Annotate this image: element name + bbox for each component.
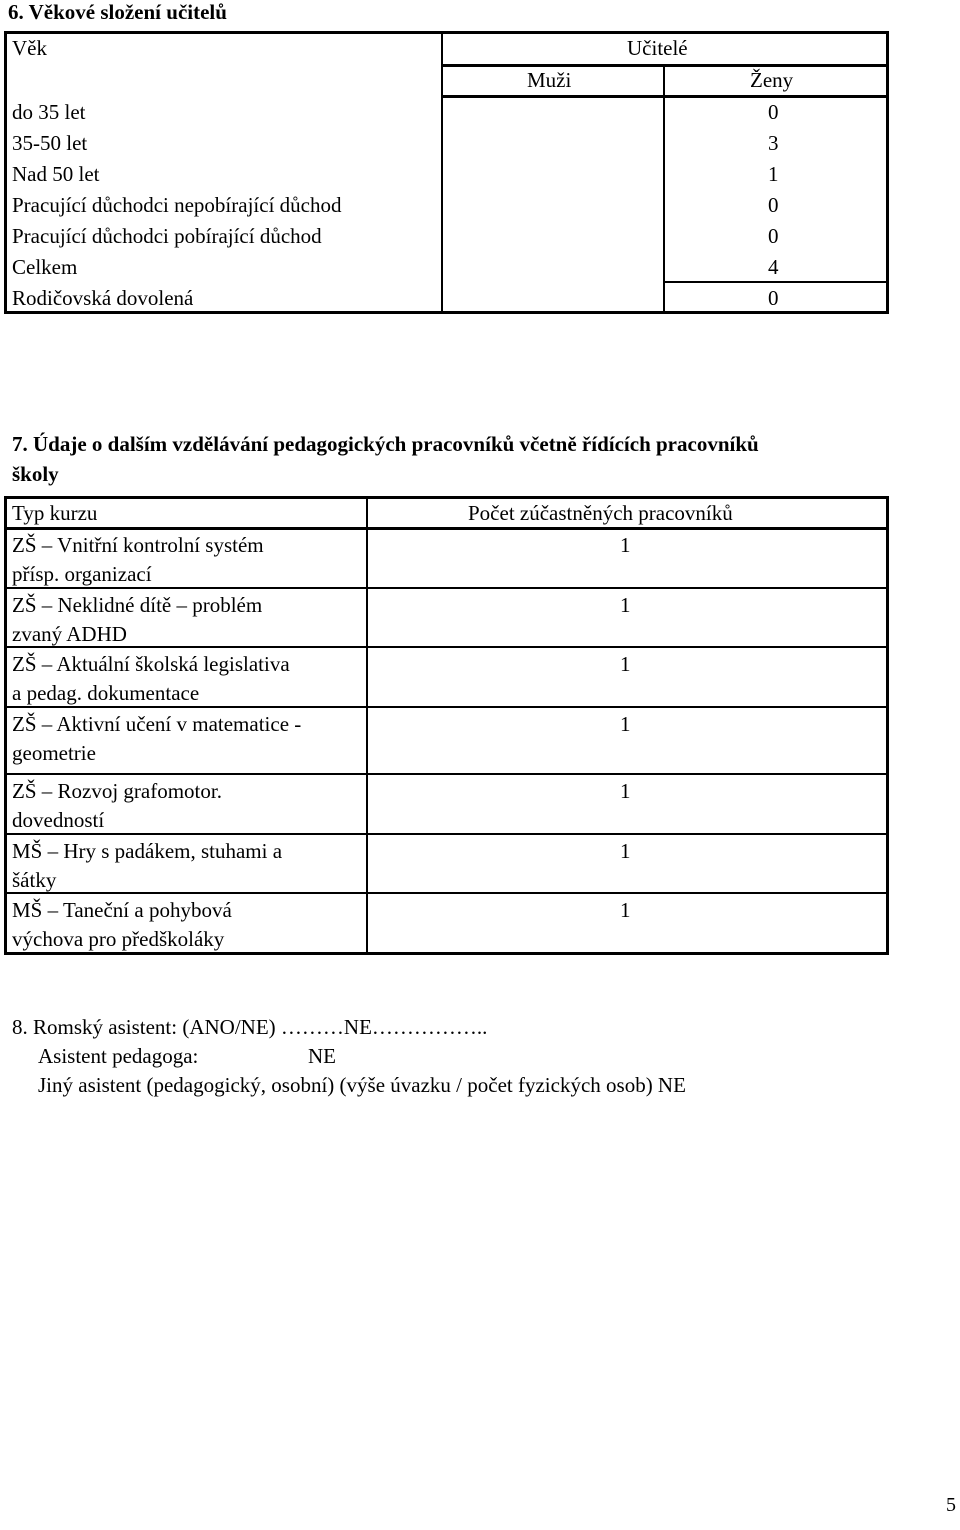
section7-heading-line1: 7. Údaje o dalším vzdělávání pedagogických pracovníků včetně řídících pracovníků — [12, 432, 759, 456]
women-header: Ženy — [750, 68, 794, 92]
men-header: Muži — [527, 68, 572, 92]
age-row-women: 4 — [768, 255, 779, 279]
age-row-women: 1 — [768, 162, 779, 186]
age-row-label: 35-50 let — [12, 131, 88, 155]
age-row-label: Nad 50 let — [12, 162, 100, 186]
teaching-assistant-value: NE — [308, 1044, 336, 1068]
course-count: 1 — [620, 898, 631, 922]
course-name: ZŠ – Neklidné dítě – problém — [12, 593, 263, 617]
course-name-cont: šátky — [12, 868, 57, 892]
teachers-header: Učitelé — [627, 36, 688, 60]
age-row-label: do 35 let — [12, 100, 86, 124]
section7-heading-line2: školy — [12, 462, 59, 486]
age-row-women: 0 — [768, 100, 779, 124]
course-name-cont: výchova pro předškoláky — [12, 927, 225, 951]
course-name: MŠ – Taneční a pohybová — [12, 898, 232, 922]
course-name: ZŠ – Aktivní učení v matematice - — [12, 712, 302, 736]
age-row-women: 3 — [768, 131, 779, 155]
section6-heading: 6. Věkové složení učitelů — [8, 0, 227, 24]
course-name: MŠ – Hry s padákem, stuhami a — [12, 839, 283, 863]
age-row-label: Pracující důchodci pobírající důchod — [12, 224, 322, 248]
course-count: 1 — [620, 839, 631, 863]
course-name-cont: přísp. organizací — [12, 562, 152, 586]
course-name-cont: geometrie — [12, 741, 96, 765]
course-name-cont: dovedností — [12, 808, 105, 832]
course-count: 1 — [620, 712, 631, 736]
course-name-cont: a pedag. dokumentace — [12, 681, 200, 705]
course-name: ZŠ – Vnitřní kontrolní systém — [12, 533, 264, 557]
course-count: 1 — [620, 779, 631, 803]
course-name: ZŠ – Rozvoj grafomotor. — [12, 779, 222, 803]
course-name-cont: zvaný ADHD — [12, 622, 127, 646]
age-row-women: 0 — [768, 193, 779, 217]
course-name: ZŠ – Aktuální školská legislativa — [12, 652, 290, 676]
participants-header: Počet zúčastněných pracovníků — [468, 501, 733, 525]
age-row-women: 0 — [768, 286, 779, 310]
course-count: 1 — [620, 533, 631, 557]
age-row-label: Rodičovská dovolená — [12, 286, 194, 310]
age-row-label: Pracující důchodci nepobírající důchod — [12, 193, 342, 217]
other-assistant-line: Jiný asistent (pedagogický, osobní) (výše úvazku / počet fyzických osob) NE — [38, 1073, 686, 1097]
teaching-assistant-label: Asistent pedagoga: — [38, 1044, 199, 1068]
age-row-women: 0 — [768, 224, 779, 248]
romany-assistant-line: 8. Romský asistent: (ANO/NE) ………NE…………….. — [12, 1015, 488, 1039]
age-header: Věk — [12, 36, 47, 60]
age-row-label: Celkem — [12, 255, 78, 279]
page-number: 5 — [946, 1494, 956, 1516]
course-count: 1 — [620, 593, 631, 617]
course-type-header: Typ kurzu — [12, 501, 98, 525]
course-count: 1 — [620, 652, 631, 676]
